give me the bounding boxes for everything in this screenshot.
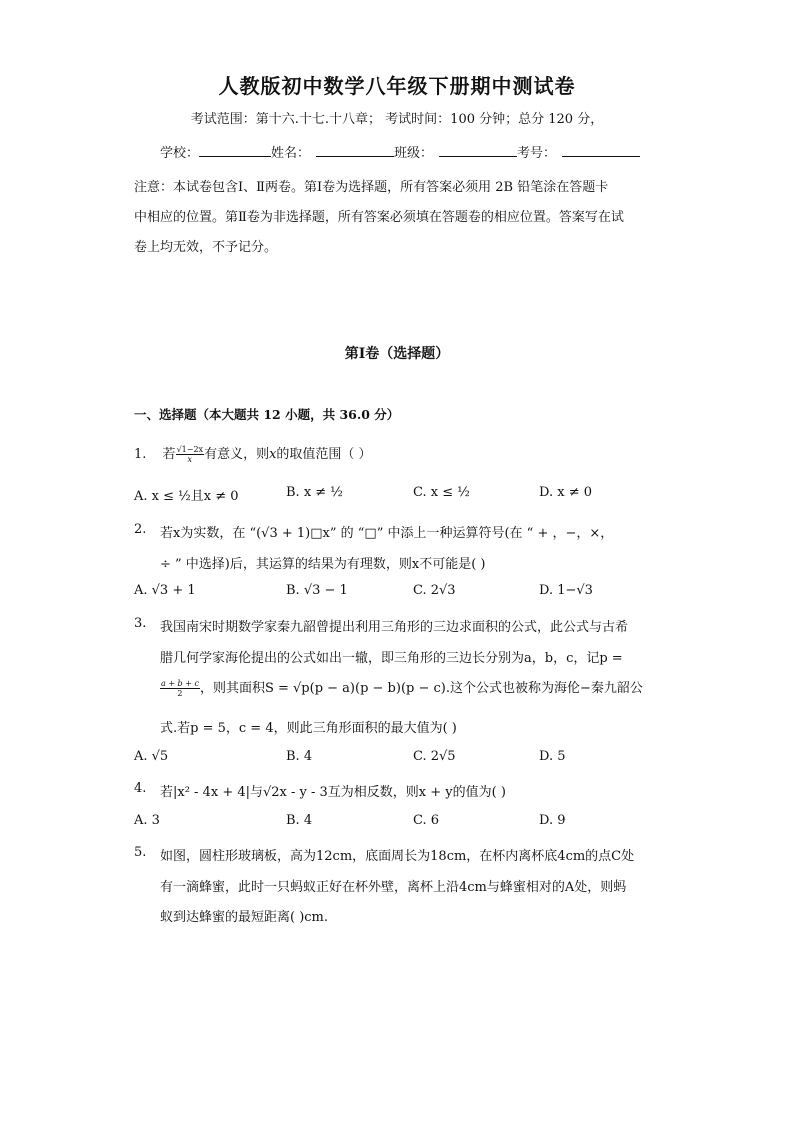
q3-line-1: 我国南宋时期数学家秦九韶曾提出利用三角形的三边求面积的公式，此公式与古希 <box>160 620 629 635</box>
student-fields <box>160 142 640 161</box>
q3-line-2: 腊几何学家海伦提出的公式如出一辙，即三角形的三边长分别为a，b，c，记p = <box>160 651 623 666</box>
question-1: 1. 若 $\frac{√1-2x}{x}$ 有意义，则x的取值范围（ ） <box>134 445 372 464</box>
q3-line-4: 式.若p = 5，c = 4，则此三角形面积的最大值为( ) <box>160 721 457 736</box>
q1-option-b[interactable]: B. x ≠ ½ <box>286 485 343 500</box>
q2-option-d[interactable]: D. 1−√3 <box>539 583 593 598</box>
q2-number: 2. <box>134 522 147 537</box>
name-label: 姓名： <box>271 146 311 161</box>
class-blank[interactable] <box>439 144 517 157</box>
q3-option-a[interactable]: A. √5 <box>134 749 169 764</box>
q3-number: 3. <box>134 616 147 631</box>
q3-line-3: $\frac{a + b + c}{2}$ ，则其面积S = √p(p − a)(p − b)(p − c).这个公式也被称为海伦−秦九韶公 <box>161 679 643 698</box>
q4-option-c[interactable]: C. 6 <box>413 813 440 828</box>
q1-fraction: $\frac{√1-2x}{x}$ <box>176 445 204 464</box>
q1-number: 1. <box>134 447 147 462</box>
page-title: 人教版初中数学八年级下册期中测试卷 <box>218 74 576 98</box>
q3-option-d[interactable]: D. 5 <box>539 749 566 764</box>
q1-option-a[interactable]: A. x ≤ ½且x ≠ 0 <box>134 489 239 504</box>
q5-line-1: 如图，圆柱形玻璃板，高为12cm，底面周长为18cm，在杯内离杯底4cm的点C处 <box>160 849 635 864</box>
number-label: 考号： <box>517 146 557 161</box>
q4-option-a[interactable]: A. 3 <box>134 813 160 828</box>
school-label: 学校： <box>160 146 200 161</box>
q2-option-a[interactable]: A. √3 + 1 <box>134 583 196 598</box>
note-line-2: 中相应的位置。第Ⅱ卷为非选择题，所有答案必须填在答题卷的相应位置。答案写在试 <box>134 210 624 225</box>
q1-option-d[interactable]: D. x ≠ 0 <box>539 485 592 500</box>
q2-line-2: ÷ ” 中选择)后，其运算的结果为有理数，则x不可能是( ) <box>160 557 486 572</box>
q5-line-2: 有一滴蜂蜜，此时一只蚂蚁正好在杯外壁，离杯上沿4cm与蜂蜜相对的A处，则蚂 <box>160 880 627 895</box>
q3-fraction: $\frac{a + b + c}{2}$ <box>161 679 199 698</box>
q2-line-1: 若x为实数，在 “(√3 + 1)□x” 的 “□” 中添上一种运算符号(在 “ + ，−，×， <box>160 526 614 541</box>
part-title: 一、选择题（本大题共 12 小题，共 36.0 分） <box>134 407 400 422</box>
exam-info: 考试范围：第十六.十七.十八章； 考试时间：100 分钟；总分 120 分， <box>190 112 604 127</box>
q2-option-b[interactable]: B. √3 − 1 <box>286 583 348 598</box>
q4-option-d[interactable]: D. 9 <box>539 813 566 828</box>
q3-option-b[interactable]: B. 4 <box>286 749 313 764</box>
q5-line-3: 蚁到达蜂蜜的最短距离( )cm. <box>160 910 329 925</box>
school-blank[interactable] <box>199 144 271 157</box>
q5-number: 5. <box>134 845 147 860</box>
note-line-3: 卷上均无效，不予记分。 <box>134 240 278 255</box>
q4-line-1: 若|x² - 4x + 4|与√2x - y - 3互为相反数，则x + y的值为( ) <box>160 785 506 800</box>
section-title: 第Ⅰ卷（选择题） <box>344 346 450 362</box>
note-line-1: 注意：本试卷包含Ⅰ、Ⅱ两卷。第Ⅰ卷为选择题，所有答案必须用 2B 铅笔涂在答题卡 <box>134 180 609 195</box>
class-label: 班级： <box>394 146 434 161</box>
name-blank[interactable] <box>316 144 394 157</box>
q1-option-c[interactable]: C. x ≤ ½ <box>413 485 470 500</box>
q3-option-c[interactable]: C. 2√5 <box>413 749 456 764</box>
q2-option-c[interactable]: C. 2√3 <box>413 583 456 598</box>
number-blank[interactable] <box>562 144 640 157</box>
q4-number: 4. <box>134 781 147 796</box>
q4-option-b[interactable]: B. 4 <box>286 813 313 828</box>
